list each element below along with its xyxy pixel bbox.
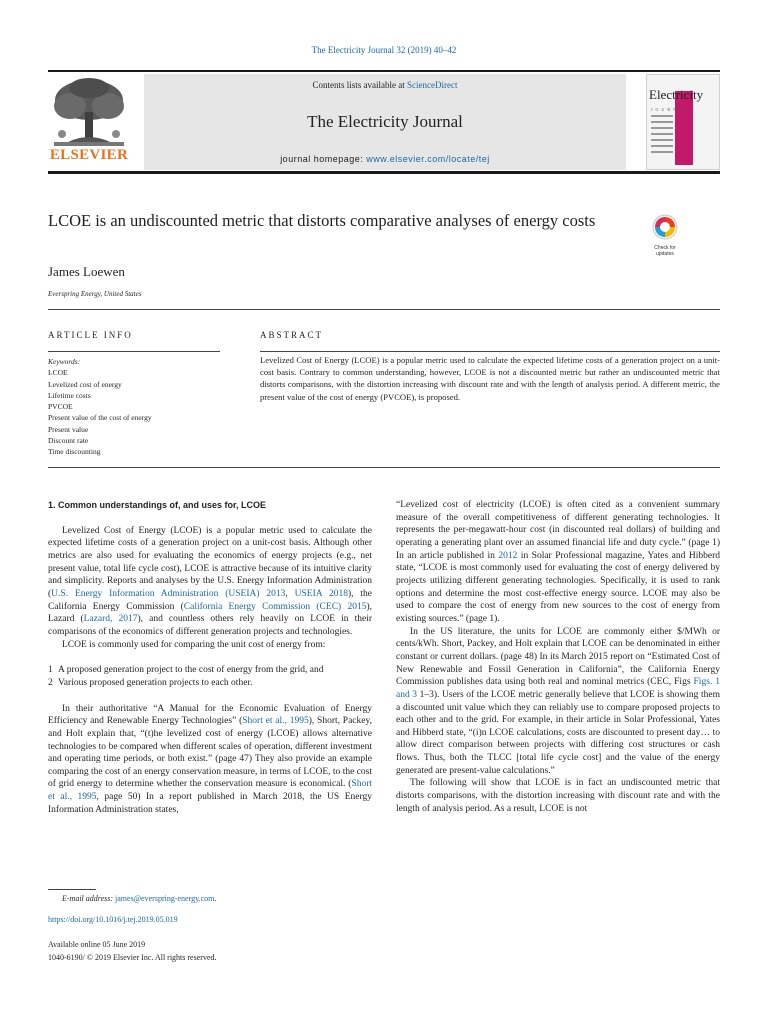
journal-banner [144,74,626,170]
contents-prefix: Contents lists available at [312,80,407,90]
masthead-rule [48,171,720,174]
keyword[interactable]: LCOE [48,368,68,378]
article-title: LCOE is an undiscounted metric that distorts comparative analyses of energy costs [48,211,596,230]
doi-link[interactable]: https://doi.org/10.1016/j.tej.2019.05.019 [48,915,178,924]
journal-citation[interactable]: The Electricity Journal 32 (2019) 40–42 [311,45,457,55]
author-affiliation: Everspring Energy, United States [48,290,142,298]
check-for-updates-badge[interactable] [646,214,684,257]
available-online: Available online 05 June 2019 [48,940,146,949]
author-name[interactable]: James Loewen [48,264,125,279]
body-column-right [396,499,720,815]
journal-homepage [144,154,626,164]
body-paragraph: In their authoritative “A Manual for the Economic Evaluation of Energy Efficiency and Renewable Energy Technologies” (Short et al., 1995), Short, Packey, and Holt explain that, “(t)he levelized cost of energy (LCOE) allows alternative technologies to be compared when different scales of operation, different investment and operating time periods, or both exist.” (page 47) They also provide an example comparing the cost of an energy conservation measure, in terms of LCOE, to the cost of grid energy to determine whether the conservation measure is economical. (Short et al., 1995, page 50) In a report published in March 2018, the US Energy Information Administration states, [48,703,372,815]
reference-link[interactable]: California Energy Commission (CEC) 2015 [183,601,367,612]
divider [48,351,220,352]
keyword[interactable]: Lifetime costs [48,390,91,400]
sciencedirect-link[interactable]: ScienceDirect [407,80,458,90]
reference-link[interactable]: USEIA 2018 [294,588,348,599]
reference-link[interactable]: Short et al., 1995 [242,716,309,727]
contents-line [144,80,626,90]
elsevier-logo[interactable] [48,76,130,168]
elsevier-wordmark: ELSEVIER [49,147,129,163]
reference-link[interactable]: U.S. Energy Information Administration (USEIA) 2013 [51,588,286,599]
list-item: 1 A proposed generation project to the cost of energy from the grid, and [48,665,324,676]
abstract-heading: ABSTRACT [260,330,324,340]
homepage-link[interactable]: www.elsevier.com/locate/tej [366,154,490,164]
keyword[interactable]: Present value of the cost of energy [48,413,152,423]
masthead [48,70,720,170]
reference-link[interactable]: Short et al., 1995 [48,779,372,803]
check-for-updates-icon [652,214,678,240]
keyword[interactable]: Present value [48,424,89,434]
email-footnote: E-mail address: james@everspring-energy.com. [62,894,217,903]
body-paragraph: “Levelized cost of electricity (LCOE) is often cited as a convenient summary measure of the overall competitiveness of different generating technologies. It represents the per-megawatt-hour cost (in discounted real dollars) of building and operating a generating plant over an assumed financial life and duty cycle.” (page 1) In an article published in 2012 in Solar Professional magazine, Yates and Hibberd state, “LCOE is most commonly used for evaluating the cost of energy delivered by projects utilizing different generating technologies. Specifically, it is used to rank options and determine the most cost-effective energy source. LCOE may also be used to compare the cost of energy from new sources to the cost of energy from existing sources.” (page 1). [396,500,720,624]
keywords-list [48,356,238,458]
email-link[interactable]: james@everspring-energy.com [115,894,215,903]
keyword[interactable]: PVCOE [48,402,73,412]
cover-subtitle: JOURNAL [651,107,691,112]
cover-title: Electricity [649,87,704,102]
journal-cover-thumbnail[interactable] [646,74,720,170]
abstract-text: Levelized Cost of Energy (LCOE) is a popular metric used to calculate the expected lifetime costs of a generation project on a unit-cost basis. Contrary to common understanding, however, LCOE is not a discounted metric but rather an undiscounted metric that distorts comparisons, with the distortion increasing with discount rate and with the length of analysis period. A different metric, the present value of the cost of energy (PVCOE), is proposed. [260,355,720,402]
keyword[interactable]: Levelized cost of energy [48,379,122,389]
reference-link[interactable]: 2012 [498,550,518,561]
cover-lines [651,115,673,157]
body-paragraph: LCOE is commonly used for comparing the unit cost of energy from: [62,639,326,650]
article-info-heading: ARTICLE INFO [48,330,133,340]
list-item: 2 Various proposed generation projects to each other. [48,677,253,688]
figure-link[interactable]: Figs. 1 and 3 [396,677,720,700]
elsevier-tree-icon [48,76,130,148]
footnote-rule [48,889,96,890]
body-paragraph: Levelized Cost of Energy (LCOE) is a popular metric used to calculate the expected lifetime costs of a generation project on a unit-cost basis. Although other metrics are also used for evaluating the economics of energy projects (e.g., net present value, total life cycle cost), LCOE is attractive because of its intuitive clarity and simplicity. Reports and analyses by the U.S. Energy Information Administration (U.S. Energy Information Administration (USEIA) 2013, USEIA 2018), the California Energy Commission (California Energy Commission (CEC) 2015), Lazard (Lazard, 2017), and countless others rely heavily on LCOE in their comparisons of the economics of different generation projects and technologies. [48,525,372,637]
badge-label-2: updates [656,251,674,257]
homepage-prefix: journal homepage: [280,154,367,164]
keyword[interactable]: Discount rate [48,436,89,446]
section-heading: 1. Common understandings of, and uses for, LCOE [48,500,267,510]
divider [48,467,720,468]
journal-name[interactable]: The Electricity Journal [307,112,463,131]
body-paragraph: In the US literature, the units for LCOE are commonly either $/MWh or cents/kWh. Short, Packey, and Holt explain that LCOE can be denominated in either constant or current dollars. (page 48) In its March 2015 report on “Estimated Cost of New Renewable and Fossil Generation in California”, the California Energy Commission publishes data using both real and nominal metrics (CEC, Figs Figs. 1 and 3 1–3). Users of the LCOE metric generally believe that LCOE is showing them a discounted unit value which they can reliably use to compare proposed projects to each other and to the grid. For example, in their article in Solar Professional, Yates and Hibberd state, “(i)n LCOE calculations, costs are discounted to present day… to allow direct comparison between projects with differing cost structures or cash flows. Thus, both the TLCC [total life cycle cost] and the value of the energy generated are present-value calculations.” [396,626,721,776]
keyword[interactable]: Time discounting [48,447,101,457]
keywords-label: Keywords: [48,357,81,366]
divider [260,351,720,352]
body-paragraph: The following will show that LCOE is in fact an undiscounted metric that distorts comparisons, with the distortion increasing with discount rate and with the length of analysis period. As a result, LCOE is not [396,778,720,814]
divider [48,309,720,310]
copyright-line: 1040-6190/ © 2019 Elsevier Inc. All rights reserved. [48,953,217,962]
body-column-left [48,499,372,816]
badge-label-1: Check for [654,245,676,251]
reference-link[interactable]: Lazard, 2017 [83,614,138,625]
